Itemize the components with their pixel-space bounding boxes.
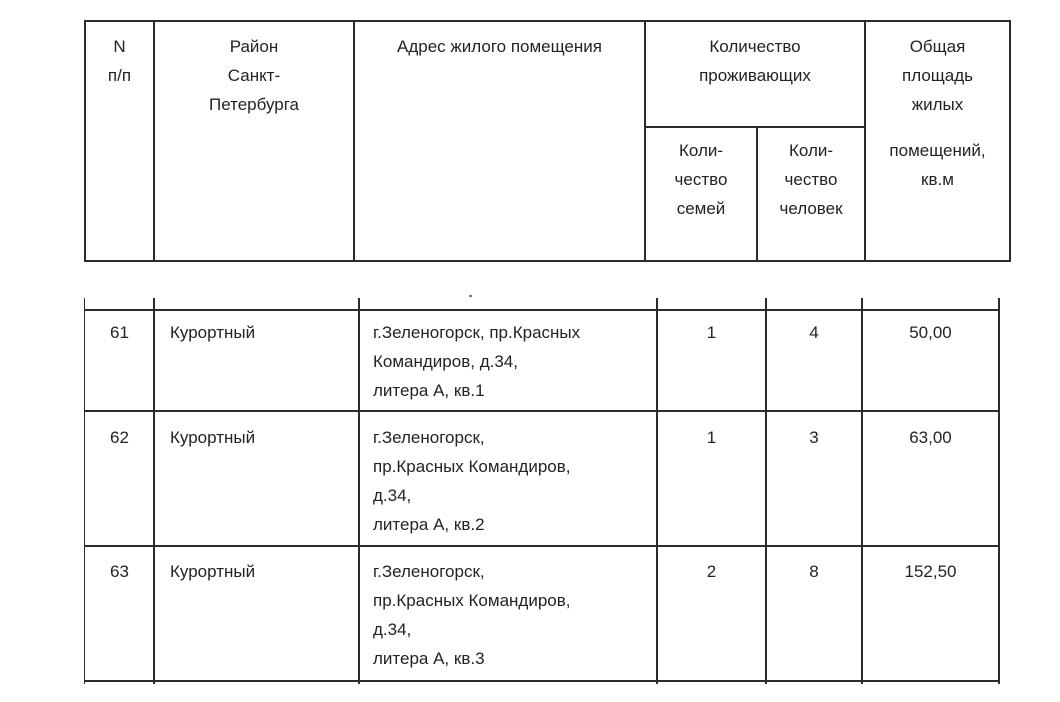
body-border-left [84, 298, 85, 684]
row-separator-1 [84, 410, 1000, 412]
row-persons: 4 [809, 323, 819, 342]
body-divider-1 [153, 298, 155, 684]
row-families: 1 [706, 428, 717, 447]
row-persons: 8 [809, 562, 819, 581]
header-area-top: Общая площадь жилых [902, 37, 973, 114]
row-num: 62 [110, 428, 129, 447]
header-area-bottom: помещений, кв.м [889, 141, 986, 189]
header-residents: Количество проживающих [699, 37, 811, 85]
header-persons: Коли- чество человек [779, 141, 843, 218]
header-subdivider [644, 126, 866, 128]
row-address: г.Зеленогорск, пр.Красных Командиров, д.34, литера А, кв.2 [373, 428, 571, 534]
row-address: г.Зеленогорск, пр.Красных Командиров, д.34, литера А, кв.3 [373, 562, 571, 668]
body-divider-4 [765, 298, 767, 684]
header-num: N п/п [107, 37, 132, 85]
body-border-right [998, 298, 1000, 684]
body-divider-3 [656, 298, 658, 684]
row-top-line [84, 309, 1000, 311]
row-num: 63 [110, 562, 129, 581]
header-border-right [1009, 20, 1011, 262]
header-border-top [84, 20, 1011, 22]
row-area: 63,00 [909, 428, 952, 447]
header-families: Коли- чество семей [674, 141, 728, 218]
row-area: 152,50 [904, 562, 957, 581]
body-divider-2 [358, 298, 360, 684]
header-district: Район Санкт- Петербурга [208, 37, 300, 114]
row-district: Курортный [170, 562, 256, 581]
row-district: Курортный [170, 428, 256, 447]
scan-dot [469, 295, 472, 297]
row-persons: 3 [809, 428, 819, 447]
row-bottom-line [84, 680, 1000, 682]
body-divider-5 [861, 298, 863, 684]
row-area: 50,00 [909, 323, 952, 342]
row-families: 2 [706, 562, 717, 581]
row-separator-2 [84, 545, 1000, 547]
row-families: 1 [706, 323, 717, 342]
header-border-bottom [84, 260, 1011, 262]
row-district: Курортный [170, 323, 256, 342]
row-address: г.Зеленогорск, пр.Красных Командиров, д.34, литера А, кв.1 [373, 323, 581, 400]
header-address: Адрес жилого помещения [397, 37, 602, 56]
row-num: 61 [110, 323, 129, 342]
